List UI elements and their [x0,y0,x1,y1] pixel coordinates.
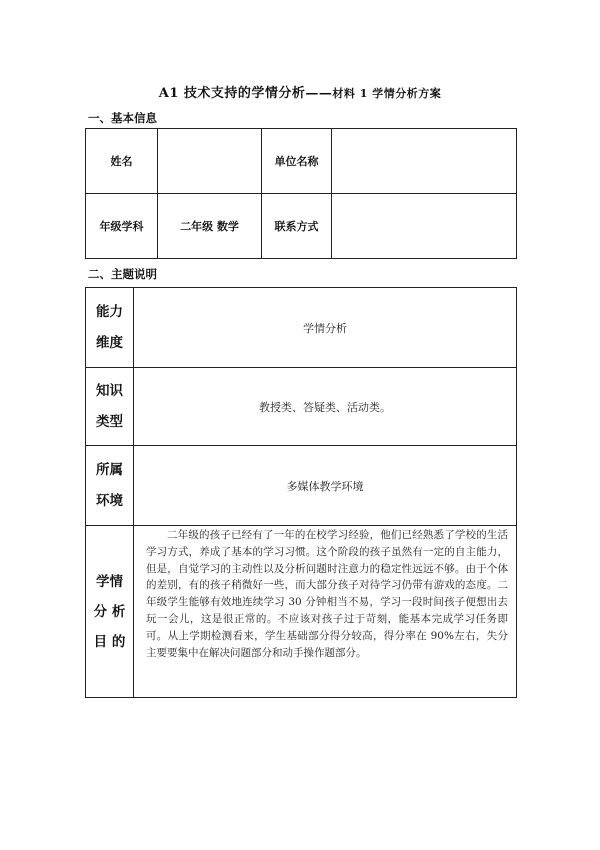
section-topic-heading: 二、主题说明 [88,267,157,281]
label-line: 维度 [96,334,123,351]
contact-label: 联系方式 [262,194,332,259]
topic-table [85,287,517,698]
grade-value: 二年级 数学 [158,194,262,259]
row-content: 多媒体教学环境 [134,446,517,526]
label-line: 能力 [96,303,123,320]
table-row [86,194,517,259]
label-line: 学情 [96,573,123,590]
row-content: 学情分析 [134,288,517,368]
table-row [86,446,517,526]
label-line: 类型 [96,413,123,430]
unit-label: 单位名称 [262,129,332,194]
table-row [86,526,517,698]
grade-label: 年级学科 [86,194,158,259]
row-label [86,526,134,698]
basic-info-table [85,128,517,259]
row-label [86,446,134,526]
row-content: 教授类、答疑类、活动类。 [134,368,517,446]
table-row [86,368,517,446]
label-line: 分 析 [93,603,126,620]
title-sub: 材料 1 学情分析方案 [332,87,442,100]
title-main: A1 技术支持的学情分析—— [158,86,333,101]
unit-value [332,129,517,194]
label-line: 环境 [96,492,123,509]
row-content [134,526,517,698]
document-title [0,82,600,101]
analysis-paragraph: 二年级的孩子已经有了一年的在校学习经验，他们已经熟悉了学校的生活学习方式，养成了基本的学习习惯。这个阶段的孩子虽然有一定的自主能力，但是，自觉学习的主动性以及分析问题时注意力的稳定性远远不够。由于个体的差别，有的孩子稍微好一些，而大部分孩子对待学习仍带有游戏的态度。二年级学生能够有效地连续学习 30 分钟相当不易，学习一段时间孩子便想出去玩一会儿，这是很正常的。不应该对孩子过于苛刻，能基本完成学习任务即可。从上学期检测看来，学生基础部分得分较高，得分率在 90%左右，失分主要要集中在解决问题部分和动手操作题部分。 [146,529,508,659]
label-line: 知识 [96,382,123,399]
name-label: 姓名 [86,129,158,194]
label-line: 目 的 [93,633,126,650]
row-label [86,368,134,446]
contact-value [332,194,517,259]
section-basic-info-heading: 一、基本信息 [88,111,157,125]
table-row [86,288,517,368]
label-line: 所属 [96,461,123,478]
row-label [86,288,134,368]
name-value [158,129,262,194]
table-row [86,129,517,194]
